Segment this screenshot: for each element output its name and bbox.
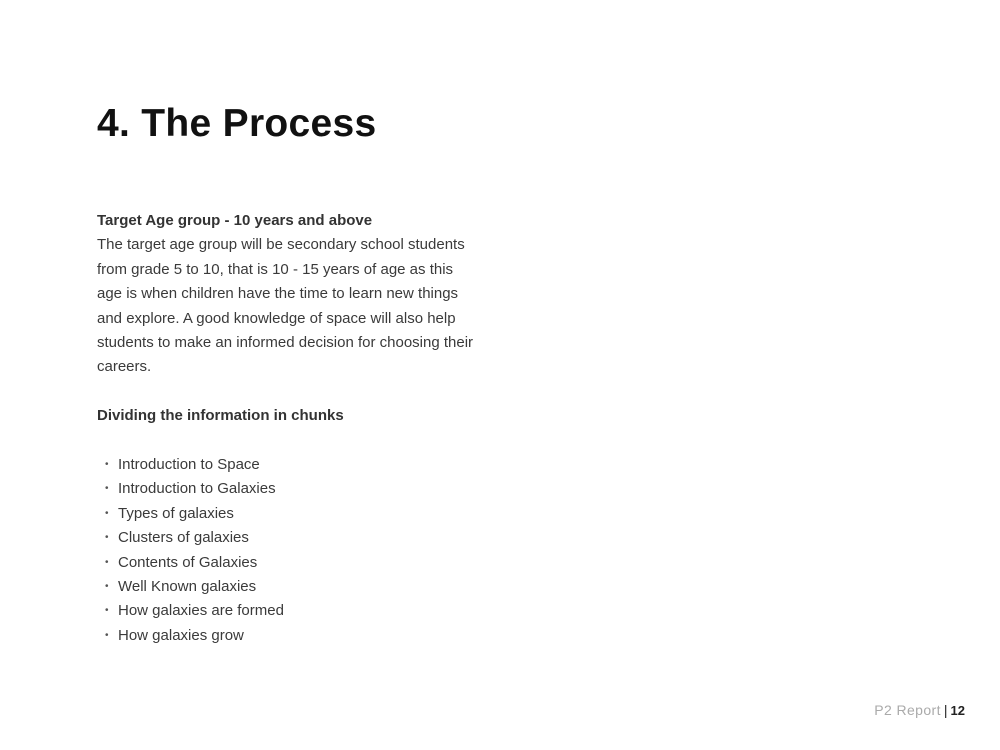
list-item: • Clusters of galaxies [97, 526, 477, 550]
page-number: 12 [950, 703, 965, 718]
spacer [97, 380, 477, 404]
list-item: • How galaxies are formed [97, 599, 477, 623]
bullet-icon: • [105, 581, 109, 593]
report-label: P2 Report [874, 702, 941, 718]
list-item: • Well Known galaxies [97, 575, 477, 599]
bullet-icon: • [105, 507, 109, 519]
bullet-icon: • [105, 532, 109, 544]
bullet-icon: • [105, 556, 109, 568]
bullet-icon: • [105, 459, 109, 471]
chunks-heading: Dividing the information in chunks [97, 407, 344, 425]
list-item: • Introduction to Space [97, 453, 477, 477]
list-item: • Contents of Galaxies [97, 551, 477, 575]
page-footer [874, 700, 965, 721]
page-content [97, 209, 477, 648]
list-item: • How galaxies grow [97, 624, 477, 648]
target-age-paragraph: The target age group will be secondary school students from grade 5 to 10, that is 10 - 15 years of age as this age is when children have the time to learn new things and explore. A good knowledge of space will also help students to make an informed decision for choosing their careers. [97, 236, 474, 376]
spacer [97, 429, 477, 453]
bullet-icon: • [105, 483, 109, 495]
page-title: 4. The Process [97, 102, 377, 145]
list-item: • Introduction to Galaxies [97, 477, 477, 501]
list-item: • Types of galaxies [97, 502, 477, 526]
footer-divider: | [943, 702, 948, 718]
target-age-heading: Target Age group - 10 years and above [97, 212, 373, 229]
chunks-list [97, 453, 477, 648]
bullet-icon: • [105, 629, 109, 641]
bullet-icon: • [105, 605, 109, 617]
